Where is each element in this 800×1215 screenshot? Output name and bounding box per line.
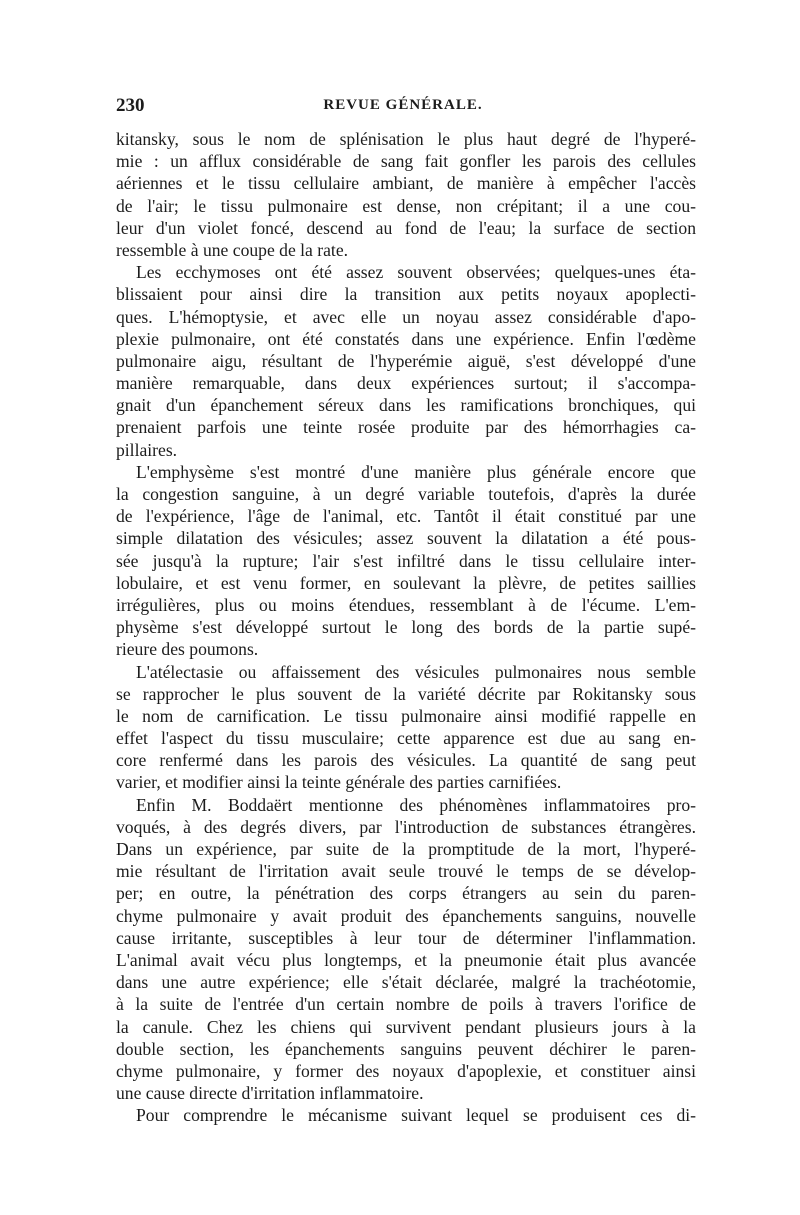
text-line: chyme pulmonaire y avait produit des épanchements sanguins, nouvelle: [116, 905, 696, 926]
text-line: dans une autre expérience; elle s'était déclarée, malgré la trachéotomie,: [116, 972, 696, 993]
text-line: sée jusqu'à la rupture; l'air s'est infiltré dans le tissu cellulaire inter-: [116, 550, 696, 571]
text-line: blissaient pour ainsi dire la transition aux petits noyaux apoplecti-: [116, 284, 696, 305]
text-line: leur d'un violet foncé, descend au fond de l'eau; la surface de section: [116, 217, 696, 238]
text-line: la congestion sanguine, à un degré variable toutefois, d'après la durée: [116, 484, 696, 504]
page-header: [116, 95, 690, 121]
text-line: mie résultant de l'irritation avait seule trouvé le temps de se dévelop-: [116, 861, 696, 882]
text-line: pulmonaire aigu, résultant de l'hyperémie aiguë, s'est développé d'une: [116, 350, 696, 371]
text-line: kitansky, sous le nom de splénisation le plus haut degré de l'hyperé-: [116, 129, 696, 149]
text-line: varier, et modifier ainsi la teinte générale des parties carnifiées.: [116, 772, 562, 793]
text-line: irrégulières, plus ou moins étendues, ressemblant à de l'écume. L'em-: [116, 594, 696, 615]
text-line: chyme pulmonaire, y former des noyaux d'apoplexie, et constituer ainsi: [116, 1060, 696, 1081]
text-line: aériennes et le tissu cellulaire ambiant, de manière à empêcher l'accès: [116, 173, 696, 194]
text-line: de l'expérience, l'âge de l'animal, etc. Tantôt il était constitué par une: [116, 506, 696, 527]
text-line: L'atélectasie ou affaissement des vésicules pulmonaires nous semble: [136, 661, 696, 682]
text-line: de l'air; le tissu pulmonaire est dense, non crépitant; il a une cou-: [116, 195, 696, 216]
text-line: simple dilatation des vésicules; assez souvent la dilatation a été pous-: [116, 528, 696, 549]
text-line: lobulaire, et est venu former, en soulevant la plèvre, de petites saillies: [116, 572, 696, 593]
text-line: voqués, à des degrés divers, par l'introduction de substances étrangères.: [116, 816, 696, 837]
text-line: plexie pulmonaire, ont été constatés dans une expérience. Enfin l'œdème: [116, 328, 696, 349]
text-line: se rapprocher le plus souvent de la variété décrite par Rokitansky sous: [116, 683, 696, 704]
text-line: une cause directe d'irritation inflammatoire.: [116, 1083, 424, 1104]
text-line: L'emphysème s'est montré d'une manière plus générale encore que: [136, 461, 696, 482]
text-line: mie : un afflux considérable de sang fait gonfler les parois des cellules: [116, 151, 696, 172]
text-line: la canule. Chez les chiens qui survivent pendant plusieurs jours à la: [116, 1016, 696, 1037]
text-line: prenaient parfois une teinte rosée produite par des hémorrhagies ca-: [116, 417, 696, 438]
text-line: L'animal avait vécu plus longtemps, et la pneumonie était plus avancée: [116, 949, 696, 970]
text-line: cause irritante, susceptibles à leur tour de déterminer l'inflammation.: [116, 927, 696, 948]
text-line: ques. L'hémoptysie, et avec elle un noyau assez considérable d'apo-: [116, 306, 696, 327]
text-line: Les ecchymoses ont été assez souvent observées; quelques-unes éta-: [136, 262, 696, 283]
page-number: 230: [116, 95, 145, 116]
text-line: core renfermé dans les parois des vésicules. La quantité de sang peut: [116, 750, 696, 771]
text-line: rieure des poumons.: [116, 639, 259, 660]
text-line: effet l'aspect du tissu musculaire; cette apparence est due au sang en-: [116, 728, 696, 749]
body-text: [116, 128, 696, 1126]
text-line: gnait d'un épanchement séreux dans les ramifications bronchiques, qui: [116, 395, 696, 416]
text-line: double section, les épanchements sanguins peuvent déchirer le paren-: [116, 1038, 696, 1059]
text-line: Dans un expérience, par suite de la promptitude de la mort, l'hyperé-: [116, 839, 696, 859]
text-line: Pour comprendre le mécanisme suivant lequel se produisent ces di-: [136, 1105, 696, 1126]
text-line: physème s'est développé surtout le long des bords de la partie supé-: [116, 617, 696, 638]
text-line: ressemble à une coupe de la rate.: [116, 239, 349, 260]
text-line: Enfin M. Boddaërt mentionne des phénomènes inflammatoires pro-: [136, 794, 696, 815]
text-line: à la suite de l'entrée d'un certain nombre de poils à travers l'orifice de: [116, 994, 696, 1015]
text-line: per; en outre, la pénétration des corps étrangers au sein du paren-: [116, 883, 696, 904]
text-line: le nom de carnification. Le tissu pulmonaire ainsi modifié rappelle en: [116, 705, 696, 726]
running-head: REVUE GÉNÉRALE.: [323, 97, 483, 113]
text-line: manière remarquable, dans deux expériences surtout; il s'accompa-: [116, 373, 696, 394]
text-line: pillaires.: [116, 439, 178, 460]
